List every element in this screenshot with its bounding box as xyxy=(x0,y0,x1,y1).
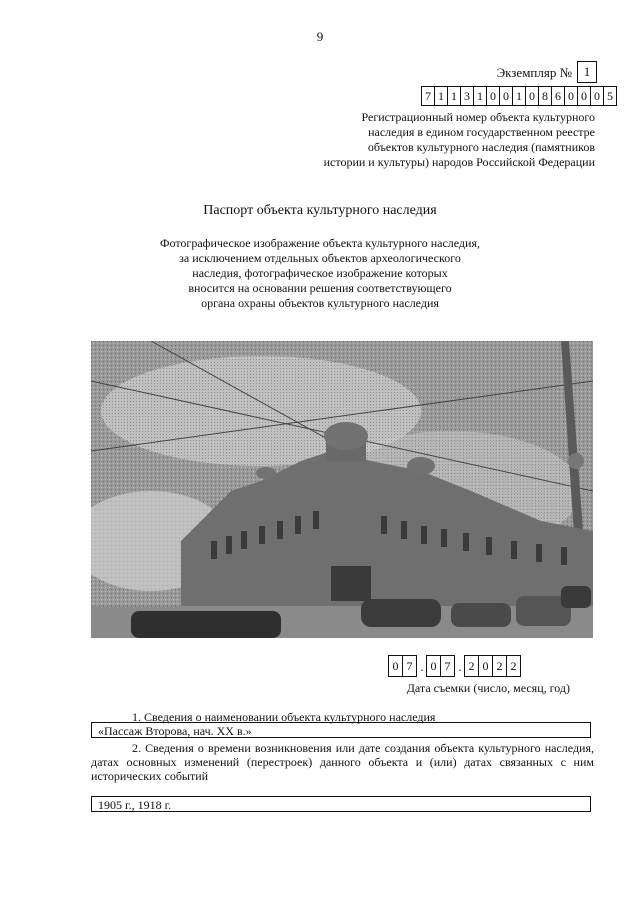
reg-digit: 3 xyxy=(460,86,474,106)
date-month-digit: 7 xyxy=(440,655,455,677)
section-2-value: 1905 г., 1918 г. xyxy=(91,796,591,812)
section-2-heading: 2. Сведения о времени возникновения или дате создания объекта культурного наследия, датах основных изменений (перестроек) данного объекта и (или) датах связанных с ним исторических событий xyxy=(91,741,594,783)
building-photo xyxy=(91,341,593,638)
reg-caption-line: Регистрационный номер объекта культурного xyxy=(361,110,595,124)
reg-digit: 1 xyxy=(473,86,487,106)
copy-number-label: Экземпляр № xyxy=(496,65,572,80)
date-year-digit: 2 xyxy=(492,655,507,677)
photo-caption-line: Фотографическое изображение объекта культурного наследия, xyxy=(160,236,480,250)
building-photo-image xyxy=(91,341,593,638)
registration-number xyxy=(422,86,617,106)
reg-digit: 1 xyxy=(512,86,526,106)
section-1-heading: 1. Сведения о наименовании объекта культурного наследия xyxy=(132,710,436,724)
reg-caption-line: объектов культурного наследия (памятников xyxy=(367,140,595,154)
reg-digit: 1 xyxy=(447,86,461,106)
date-year-digit: 2 xyxy=(506,655,521,677)
reg-digit: 0 xyxy=(486,86,500,106)
date-day-digit: 0 xyxy=(388,655,403,677)
photo-caption-line: вносится на основании решения соответствующего xyxy=(188,281,452,295)
photo-caption xyxy=(130,236,510,311)
reg-digit: 8 xyxy=(538,86,552,106)
photo-caption-line: за исключением отдельных объектов археологического xyxy=(179,251,461,265)
date-day-digit: 7 xyxy=(402,655,417,677)
page-number: 9 xyxy=(316,29,324,44)
reg-digit: 1 xyxy=(434,86,448,106)
reg-digit: 0 xyxy=(590,86,604,106)
page-title: Паспорт объекта культурного наследия xyxy=(203,203,437,218)
date-year-digit: 2 xyxy=(464,655,479,677)
date-separator: . xyxy=(458,660,462,674)
photo-caption-line: органа охраны объектов культурного наследия xyxy=(201,296,439,310)
reg-digit: 0 xyxy=(564,86,578,106)
section-1-value: «Пассаж Второва, нач. XX в.» xyxy=(91,722,591,738)
date-separator: . xyxy=(420,660,424,674)
copy-number-box: 1 xyxy=(577,61,597,83)
reg-digit: 0 xyxy=(499,86,513,106)
reg-digit: 5 xyxy=(603,86,617,106)
date-year-digit: 0 xyxy=(478,655,493,677)
photo-caption-line: наследия, фотографическое изображение которых xyxy=(192,266,448,280)
reg-digit: 0 xyxy=(525,86,539,106)
reg-digit: 6 xyxy=(551,86,565,106)
shoot-date xyxy=(389,655,521,677)
registration-caption xyxy=(255,110,595,170)
reg-digit: 7 xyxy=(421,86,435,106)
shoot-date-caption: Дата съемки (число, месяц, год) xyxy=(406,681,570,695)
date-month-digit: 0 xyxy=(426,655,441,677)
reg-caption-line: наследия в едином государственном реестре xyxy=(368,125,595,139)
reg-caption-line: истории и культуры) народов Российской Федерации xyxy=(323,155,595,169)
reg-digit: 0 xyxy=(577,86,591,106)
